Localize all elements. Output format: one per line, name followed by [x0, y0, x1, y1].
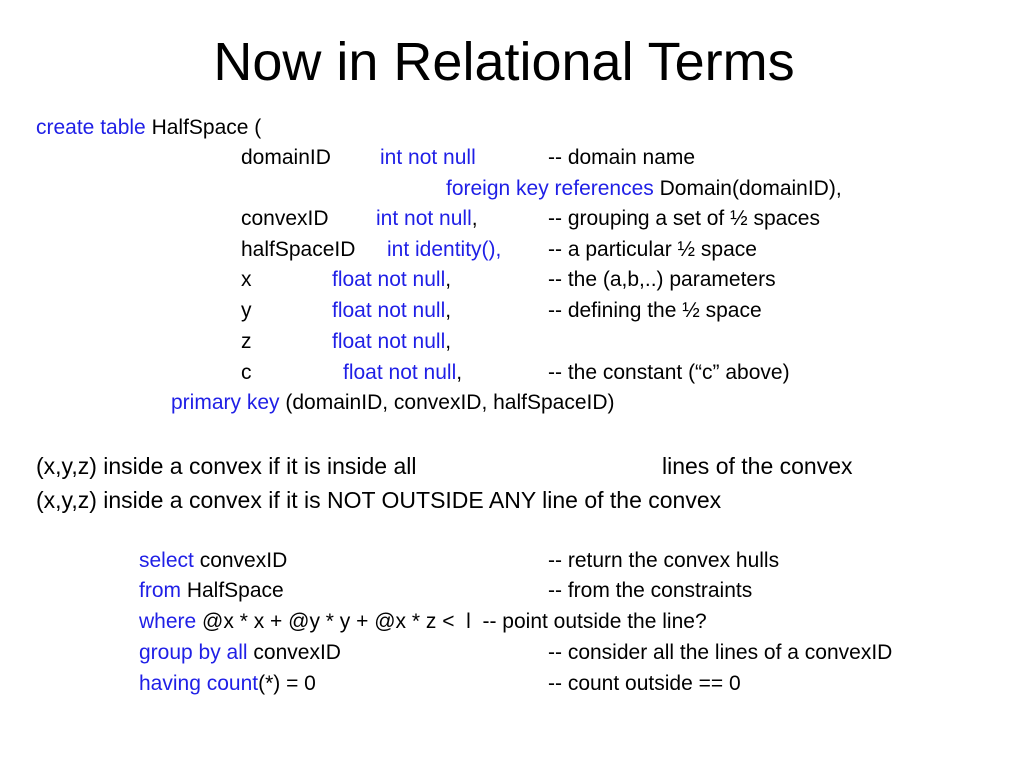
query-where-line — [139, 609, 707, 634]
sql-keyword: where — [139, 610, 197, 633]
query-text: @x * x + @y * y + @x * z < l -- point outside the line? — [196, 610, 707, 633]
query-text: (*) = 0 — [258, 672, 316, 695]
column-x-type: float not null — [332, 268, 446, 291]
column-y-comment: -- defining the ½ space — [548, 299, 762, 322]
comma: , — [445, 330, 452, 353]
page-title: Now in Relational Terms — [213, 32, 795, 92]
query-select-comment: -- return the convex hulls — [548, 549, 780, 572]
statement-inside-all: (x,y,z) inside a convex if it is inside all — [36, 453, 417, 479]
column-y-type-wrap — [332, 298, 451, 323]
query-from-line — [139, 578, 284, 603]
primary-key-columns: (domainID, convexID, halfSpaceID) — [279, 391, 615, 414]
column-halfspaceid-type: int identity(), — [387, 238, 502, 261]
foreign-key-line — [446, 176, 842, 201]
column-halfspaceid-comment: -- a particular ½ space — [548, 238, 757, 261]
sql-keyword: primary key — [171, 391, 280, 414]
query-having-comment: -- count outside == 0 — [548, 672, 741, 695]
column-domainid-comment: -- domain name — [548, 146, 696, 169]
column-domainid-name: domainID — [241, 146, 331, 169]
query-from-comment: -- from the constraints — [548, 579, 753, 602]
column-z-type-wrap — [332, 329, 451, 354]
sql-keyword: group by all — [139, 641, 248, 664]
query-group-by-line — [139, 640, 341, 665]
column-domainid-type: int not null — [380, 146, 476, 169]
sql-keyword: select — [139, 549, 194, 572]
column-z-type: float not null — [332, 330, 446, 353]
comma: , — [456, 361, 463, 384]
sql-keyword: foreign key references — [446, 177, 654, 200]
statement-not-outside: (x,y,z) inside a convex if it is NOT OUTSIDE ANY line of the convex — [36, 487, 722, 513]
comma: , — [471, 207, 478, 230]
sql-keyword: having count — [139, 672, 259, 695]
foreign-key-target: Domain(domainID), — [653, 177, 842, 200]
column-convexid-name: convexID — [241, 207, 329, 230]
column-convexid-type-wrap — [376, 206, 478, 231]
comma: , — [445, 268, 452, 291]
table-name: HalfSpace ( — [145, 116, 262, 139]
query-having-line — [139, 671, 316, 696]
column-c-name: c — [241, 361, 252, 384]
column-y-name: y — [241, 299, 252, 322]
query-group-by-comment: -- consider all the lines of a convexID — [548, 641, 893, 664]
column-x-name: x — [241, 268, 252, 291]
column-y-type: float not null — [332, 299, 446, 322]
create-table-line — [36, 115, 261, 140]
sql-keyword: create table — [36, 116, 146, 139]
query-text: convexID — [247, 641, 341, 664]
column-c-comment: -- the constant (“c” above) — [548, 361, 790, 384]
column-c-type-wrap — [343, 360, 462, 385]
column-c-type: float not null — [343, 361, 457, 384]
query-select-line — [139, 548, 287, 573]
query-text: HalfSpace — [181, 579, 284, 602]
column-z-name: z — [241, 330, 252, 353]
column-halfspaceid-name: halfSpaceID — [241, 238, 356, 261]
sql-keyword: from — [139, 579, 181, 602]
query-text: convexID — [193, 549, 288, 572]
comma: , — [445, 299, 452, 322]
column-x-comment: -- the (a,b,..) parameters — [548, 268, 776, 291]
column-convexid-type: int not null — [376, 207, 472, 230]
column-convexid-comment: -- grouping a set of ½ spaces — [548, 207, 820, 230]
column-x-type-wrap — [332, 267, 451, 292]
primary-key-line — [171, 390, 615, 415]
statement-inside-all-tail: lines of the convex — [662, 453, 853, 479]
